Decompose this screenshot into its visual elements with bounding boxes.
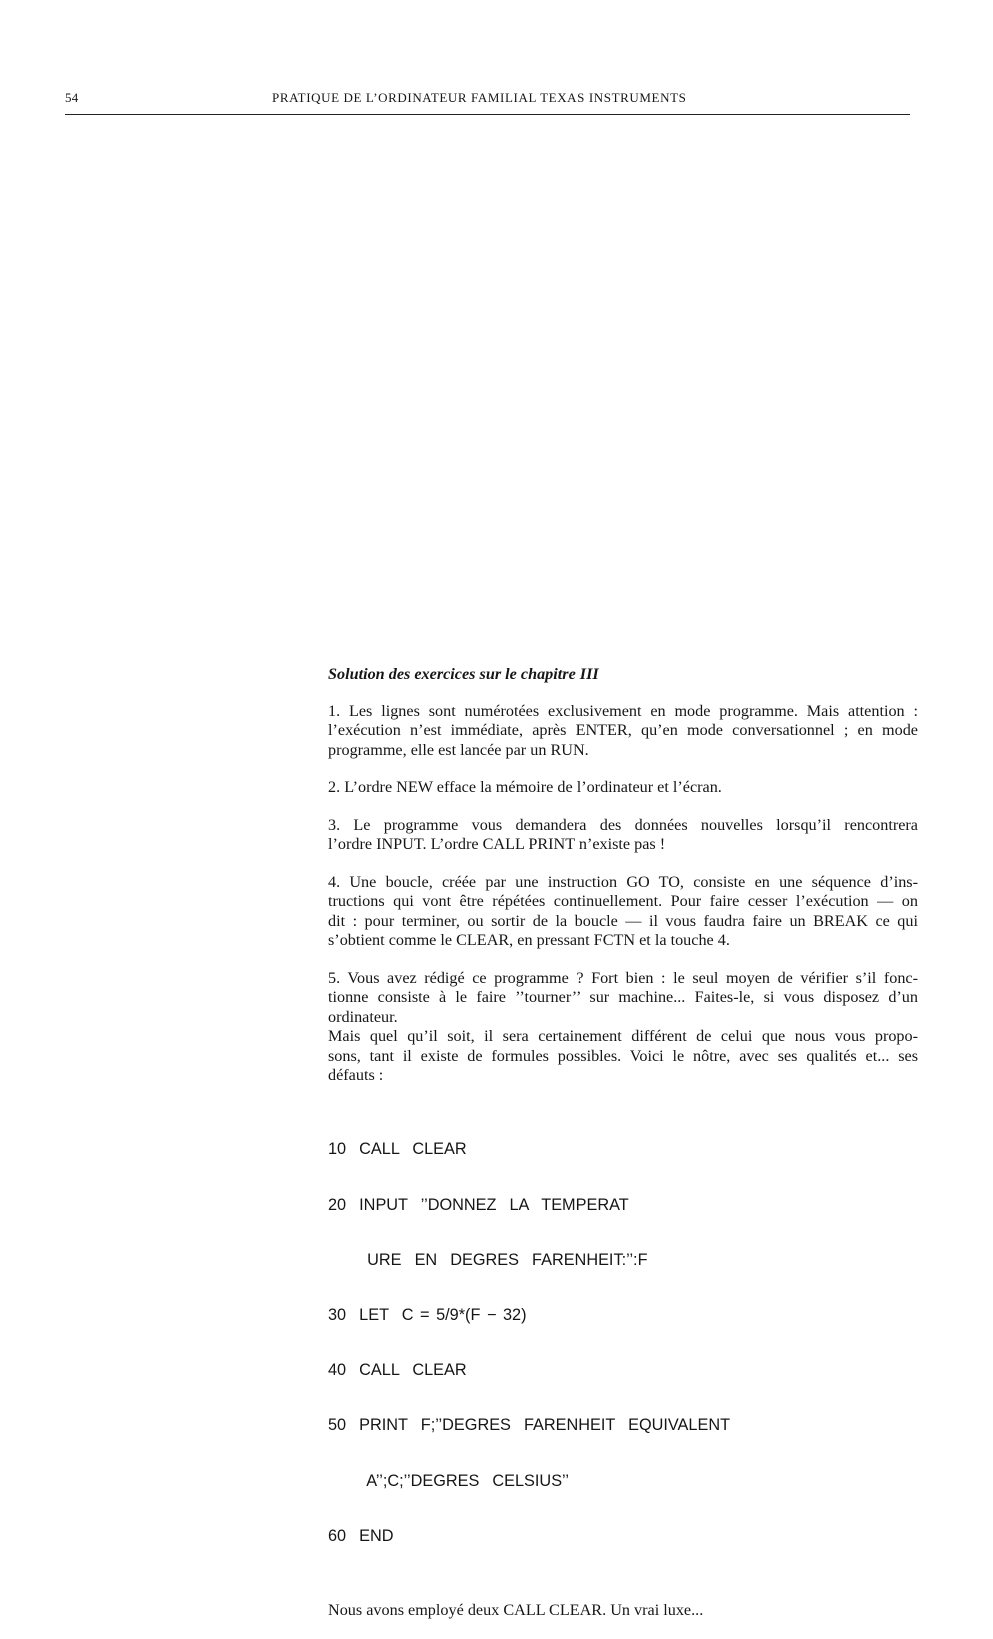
answer-3 — [328, 816, 918, 855]
answer-line: ordinateur. — [328, 1007, 398, 1026]
running-title: PRATIQUE DE L’ORDINATEUR FAMILIAL TEXAS INSTRUMENTS — [272, 90, 687, 105]
running-head — [65, 90, 910, 115]
program-line: A’’;C;’’DEGRES CELSIUS’’ — [328, 1471, 569, 1490]
program-line: 30 LET C = 5/9*(F − 32) — [328, 1305, 527, 1324]
program-line: 20 INPUT ’’DONNEZ LA TEMPERAT — [328, 1195, 629, 1214]
answer-line: tionne consiste à le faire ’’tourner’’ sur machine... Faites-le, si vous disposez d’un — [328, 988, 918, 1006]
answer-line: 1. Les lignes sont numérotées exclusivement en mode programme. Mais attention : — [328, 701, 918, 720]
closing-line: Nous avons employé deux CALL CLEAR. Un vrai luxe... — [328, 1601, 704, 1620]
program-line: 40 CALL CLEAR — [328, 1361, 467, 1380]
answer-1 — [328, 702, 918, 761]
answer-5 — [328, 969, 918, 1086]
closing-remark — [328, 1601, 918, 1621]
section-title: Solution des exercices sur le chapitre III — [328, 665, 599, 683]
answer-line: 5. Vous avez rédigé ce programme ? Fort bien : le seul moyen de vérifier s’il fonc- — [328, 968, 918, 987]
program-line: 60 END — [328, 1526, 394, 1545]
answer-line: défauts : — [328, 1066, 384, 1084]
basic-program-listing — [328, 1104, 918, 1583]
answer-line: programme, elle est lancée par un RUN. — [328, 740, 589, 759]
answer-line: 3. Le programme vous demandera des données nouvelles lorsqu’il rencontrera — [328, 815, 918, 834]
answer-line: sons, tant il existe de formules possibles. Voici le nôtre, avec ses qualités et... ses — [328, 1046, 918, 1065]
solutions-section — [328, 665, 918, 1639]
answer-line: 2. L’ordre NEW efface la mémoire de l’ordinateur et l’écran. — [328, 778, 722, 796]
program-line: 10 CALL CLEAR — [328, 1140, 467, 1159]
answer-line: s’obtient comme le CLEAR, en pressant FCTN et la touche 4. — [328, 931, 730, 949]
program-line: URE EN DEGRES FARENHEIT:’’:F — [328, 1250, 648, 1269]
answer-line: tructions qui vont être répétées continuellement. Pour faire cesser l’exécution — on — [328, 892, 918, 910]
answer-line: dit : pour terminer, ou sortir de la boucle — il vous faudra faire un BREAK ce qui — [328, 911, 918, 930]
page-number: 54 — [65, 90, 79, 105]
answer-line: 4. Une boucle, créée par une instruction GO TO, consiste en une séquence d’ins- — [328, 872, 918, 891]
program-line: 50 PRINT F;’’DEGRES FARENHEIT EQUIVALENT — [328, 1416, 731, 1435]
answer-line: l’exécution n’est immédiate, après ENTER, qu’en mode conversationnel ; en mode — [328, 721, 918, 739]
answer-4 — [328, 873, 918, 951]
answer-line: Mais quel qu’il soit, il sera certainement différent de celui que nous vous propo- — [328, 1027, 918, 1045]
answer-2 — [328, 778, 918, 798]
answer-line: l’ordre INPUT. L’ordre CALL PRINT n’existe pas ! — [328, 835, 666, 853]
